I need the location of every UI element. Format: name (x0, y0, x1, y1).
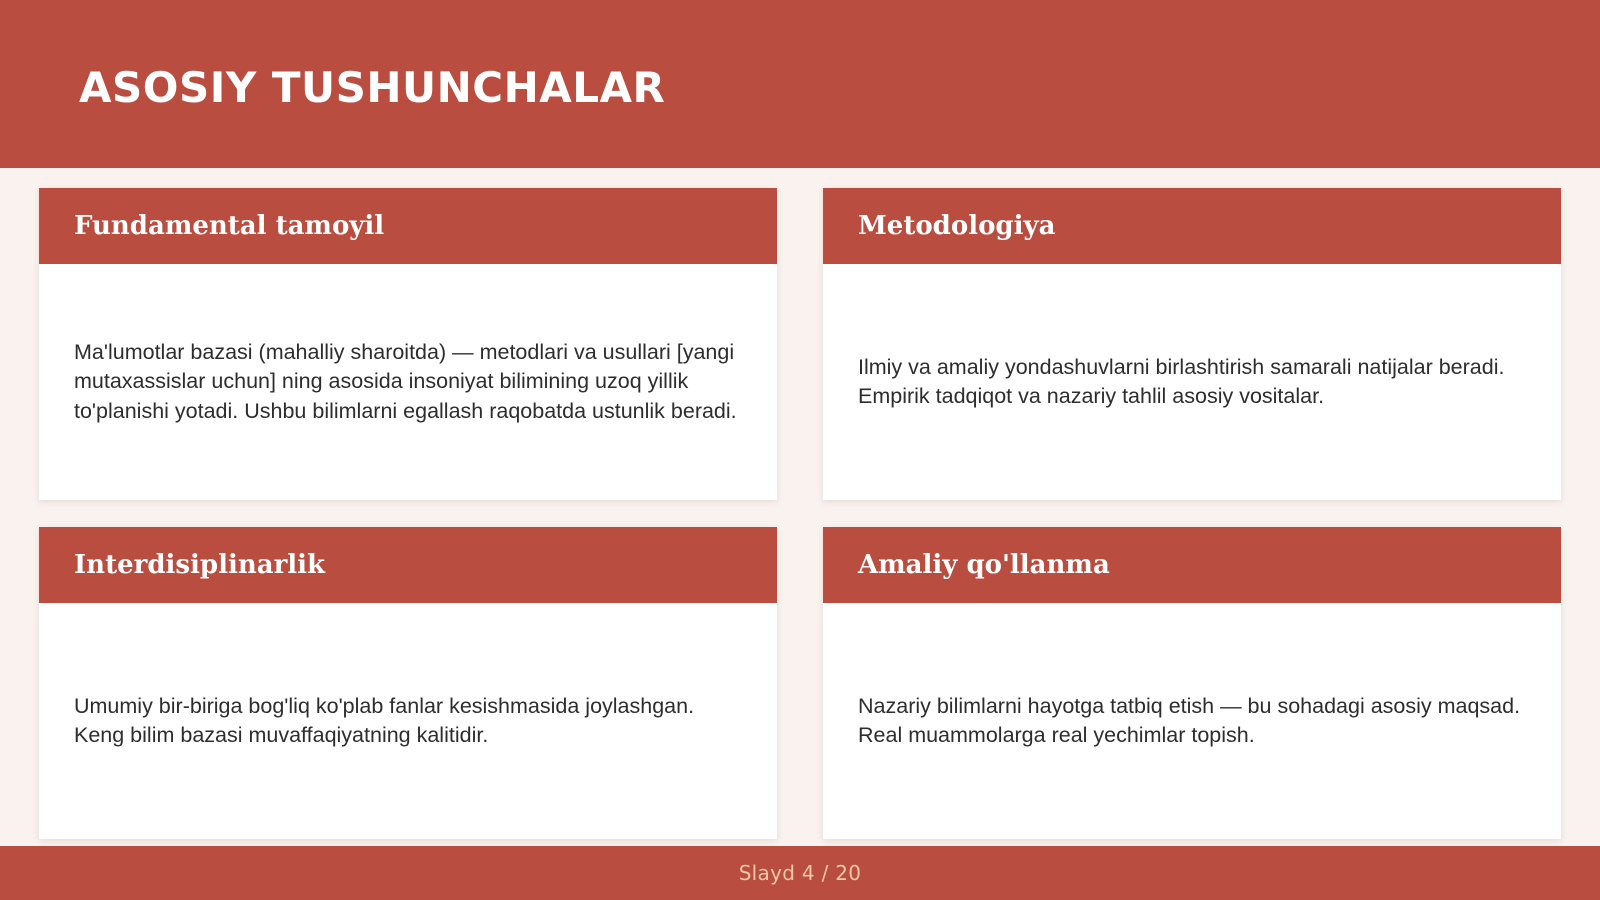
card-body (74, 264, 747, 500)
card-amaliy-qollanma (823, 527, 1561, 839)
card-header (823, 188, 1561, 264)
card-text: Ilmiy va amaliy yondashuvlarni birlashtirish samarali natijalar beradi. Empirik tadqiqot va nazariy tahlil asosiy vositalar. (858, 354, 1505, 408)
card-header (823, 527, 1561, 603)
card-metodologiya (823, 188, 1561, 500)
card-body (858, 264, 1531, 500)
card-text: Ma'lumotlar bazasi (mahalliy sharoitda) — metodlari va usullari [yangi mutaxassislar uchun] ning asosida insoniyat bilimining uzoq yillik to'planishi yotadi. Ushbu bilimlarni egallash raqobatda ustunlik beradi. (74, 339, 737, 423)
slide-footer (0, 846, 1600, 900)
card-interdisiplinarlik (39, 527, 777, 839)
card-title: Fundamental tamoyil (74, 211, 385, 241)
card-title: Interdisiplinarlik (74, 550, 326, 580)
slide-header (0, 0, 1600, 168)
slide-counter: Slayd 4 / 20 (738, 861, 862, 885)
card-body (858, 603, 1531, 839)
slide-title: ASOSIY TUSHUNCHALAR (79, 63, 666, 112)
card-body (74, 603, 747, 839)
card-title: Amaliy qo'llanma (858, 550, 1110, 580)
card-text: Nazariy bilimlarni hayotga tatbiq etish — bu sohadagi asosiy maqsad. Real muammolarga real yechimlar topish. (858, 693, 1521, 747)
card-text: Umumiy bir-biriga bog'liq ko'plab fanlar kesishmasida joylashgan. Keng bilim bazasi muvaffaqiyatning kalitidir. (74, 693, 695, 747)
card-title: Metodologiya (858, 211, 1056, 241)
card-header (39, 188, 777, 264)
card-fundamental-tamoyil (39, 188, 777, 500)
card-header (39, 527, 777, 603)
